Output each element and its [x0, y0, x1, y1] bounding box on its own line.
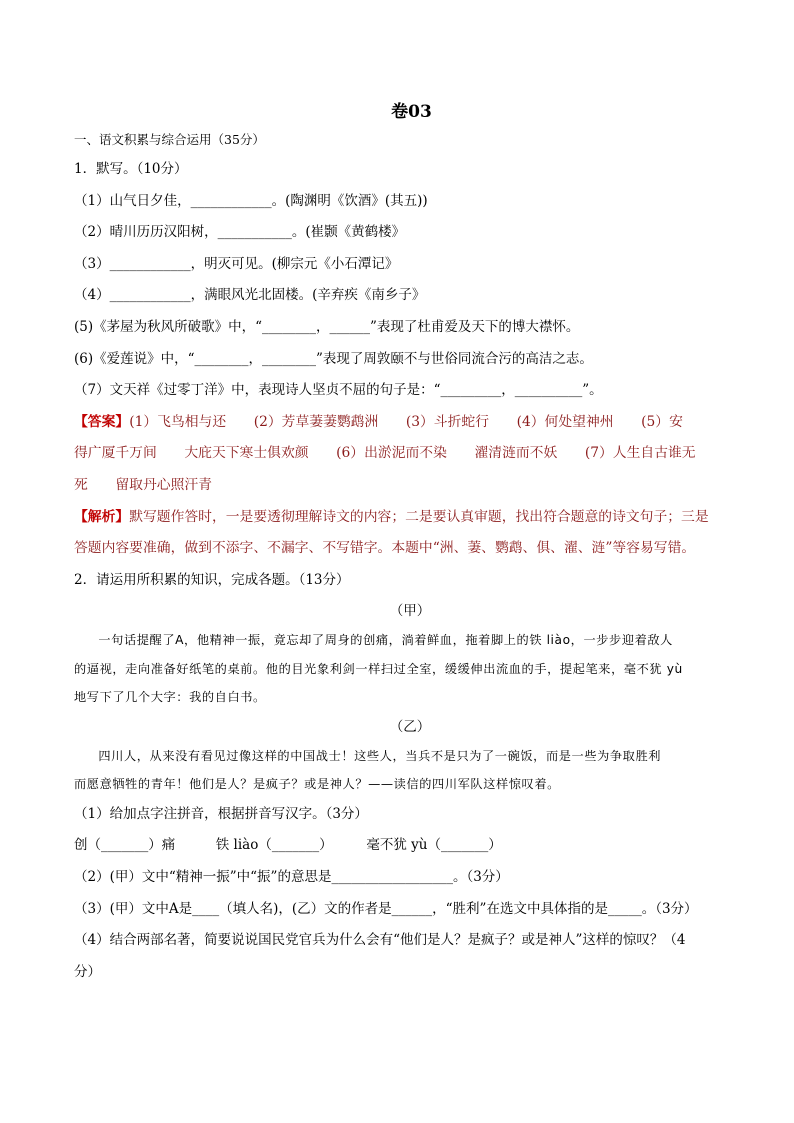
q1-item-1: （1）山气日夕佳，____________。(陶渊明《饮酒》(其五)) [74, 192, 428, 209]
section-heading: 一、语文积累与综合运用（35分） [74, 132, 265, 147]
answer-line-1: (1）飞鸟相与还 (2）芳草萋萋鹦鹉洲 (3）斗折蛇行 (4）何处望神州 (5）安 [129, 413, 683, 430]
q1-item-5: (5)《茅屋为秋风所破歌》中，“________，______”表现了杜甫爱及天下的博大襟怀。 [74, 318, 580, 335]
passage-jia-line-1: 一句话提醒了A，他精神一振，竟忘却了周身的创痛，淌着鲜血，拖着脚上的铁 liào，一步步迎着敌人 [98, 633, 673, 648]
q2-sub-4: （4）结合两部名著，简要说说国民党官兵为什么会有“他们是人？是疯子？或是神人”这样的惊叹？（4 [74, 932, 686, 949]
passage-jia-line-3: 地写下了几个大字：我的自白书。 [74, 690, 266, 705]
passage-jia-label: （甲） [389, 603, 431, 620]
answer-line-2: 得广厦千万间 大庇天下寒士俱欢颜 (6）出淤泥而不染 濯清涟而不妖 (7）人生自古谁无 [74, 445, 696, 462]
q2-sub-4-cont: 分） [74, 963, 101, 980]
q2-sub-1: （1）给加点字注拼音，根据拼音写汉字。（3分） [74, 805, 368, 822]
passage-yi [74, 742, 724, 799]
passage-jia [74, 626, 724, 712]
analysis-line-2: 答题内容要准确，做到不添字、不漏字、不写错字。本题中“洲、萋、鹦鹉、俱、濯、涟”等容易写错。 [74, 540, 696, 557]
q2-sub-2: （2）(甲）文中“精神一振”中“振”的意思是__________________。（3分） [74, 869, 509, 885]
q1-item-6: (6)《爱莲说》中，“________，________”表现了周敦颐不与世俗同流合污的高洁之志。 [74, 350, 593, 367]
question-1-heading: 1．默写。（10分） [74, 161, 188, 177]
question-2-heading: 2．请运用所积累的知识，完成各题。（13分） [74, 571, 350, 588]
passage-jia-line-2: 的逼视，走向准备好纸笔的桌前。他的目光象利剑一样扫过全室，缓缓伸出流血的手，提起笔来，毫不犹 yù [74, 661, 683, 676]
analysis-line-1: 默写题作答时，一是要透彻理解诗文的内容；二是要认真审题，找出符合题意的诗文句子；三是 [129, 508, 709, 525]
q1-item-7: （7）文天祥《过零丁洋》中，表现诗人坚贞不屈的句子是：“_________，__________”。 [74, 382, 603, 399]
q2-sub-3: （3）(甲）文中A是____（填人名)，(乙）文的作者是______，“胜利”在选文中具体指的是_____。（3分） [74, 900, 698, 917]
answer-tag: 【答案】 [74, 413, 130, 430]
passage-yi-label: （乙） [389, 718, 431, 735]
q1-item-4: （4）____________，满眼风光北固楼。(辛弃疾《南乡子》 [74, 287, 426, 304]
q1-answer [74, 407, 724, 502]
q1-item-2: （2）晴川历历汉阳树，___________。(崔颢《黄鹤楼》 [74, 224, 406, 241]
q2-sub-1-blanks: 创（_______）痛 铁 liào（_______） 毫不犹 yù（_______） [74, 837, 502, 854]
answer-line-3: 死 留取丹心照汗青 [74, 476, 212, 493]
exam-page [74, 100, 724, 988]
q1-item-3: （3）____________，明灭可见。(柳宗元《小石潭记》 [74, 255, 399, 272]
exam-title: 卷03 [391, 102, 432, 122]
passage-yi-line-1: 四川人，从来没有看见过像这样的中国战士！这些人，当兵不是只为了一碗饭，而是一些为争取胜利 [98, 748, 662, 763]
analysis-tag: 【解析】 [74, 508, 130, 525]
q1-analysis [74, 502, 724, 565]
passage-yi-line-2: 而愿意牺牲的青年！他们是人？是疯子？或是神人？——读信的四川军队这样惊叹着。 [74, 777, 560, 792]
